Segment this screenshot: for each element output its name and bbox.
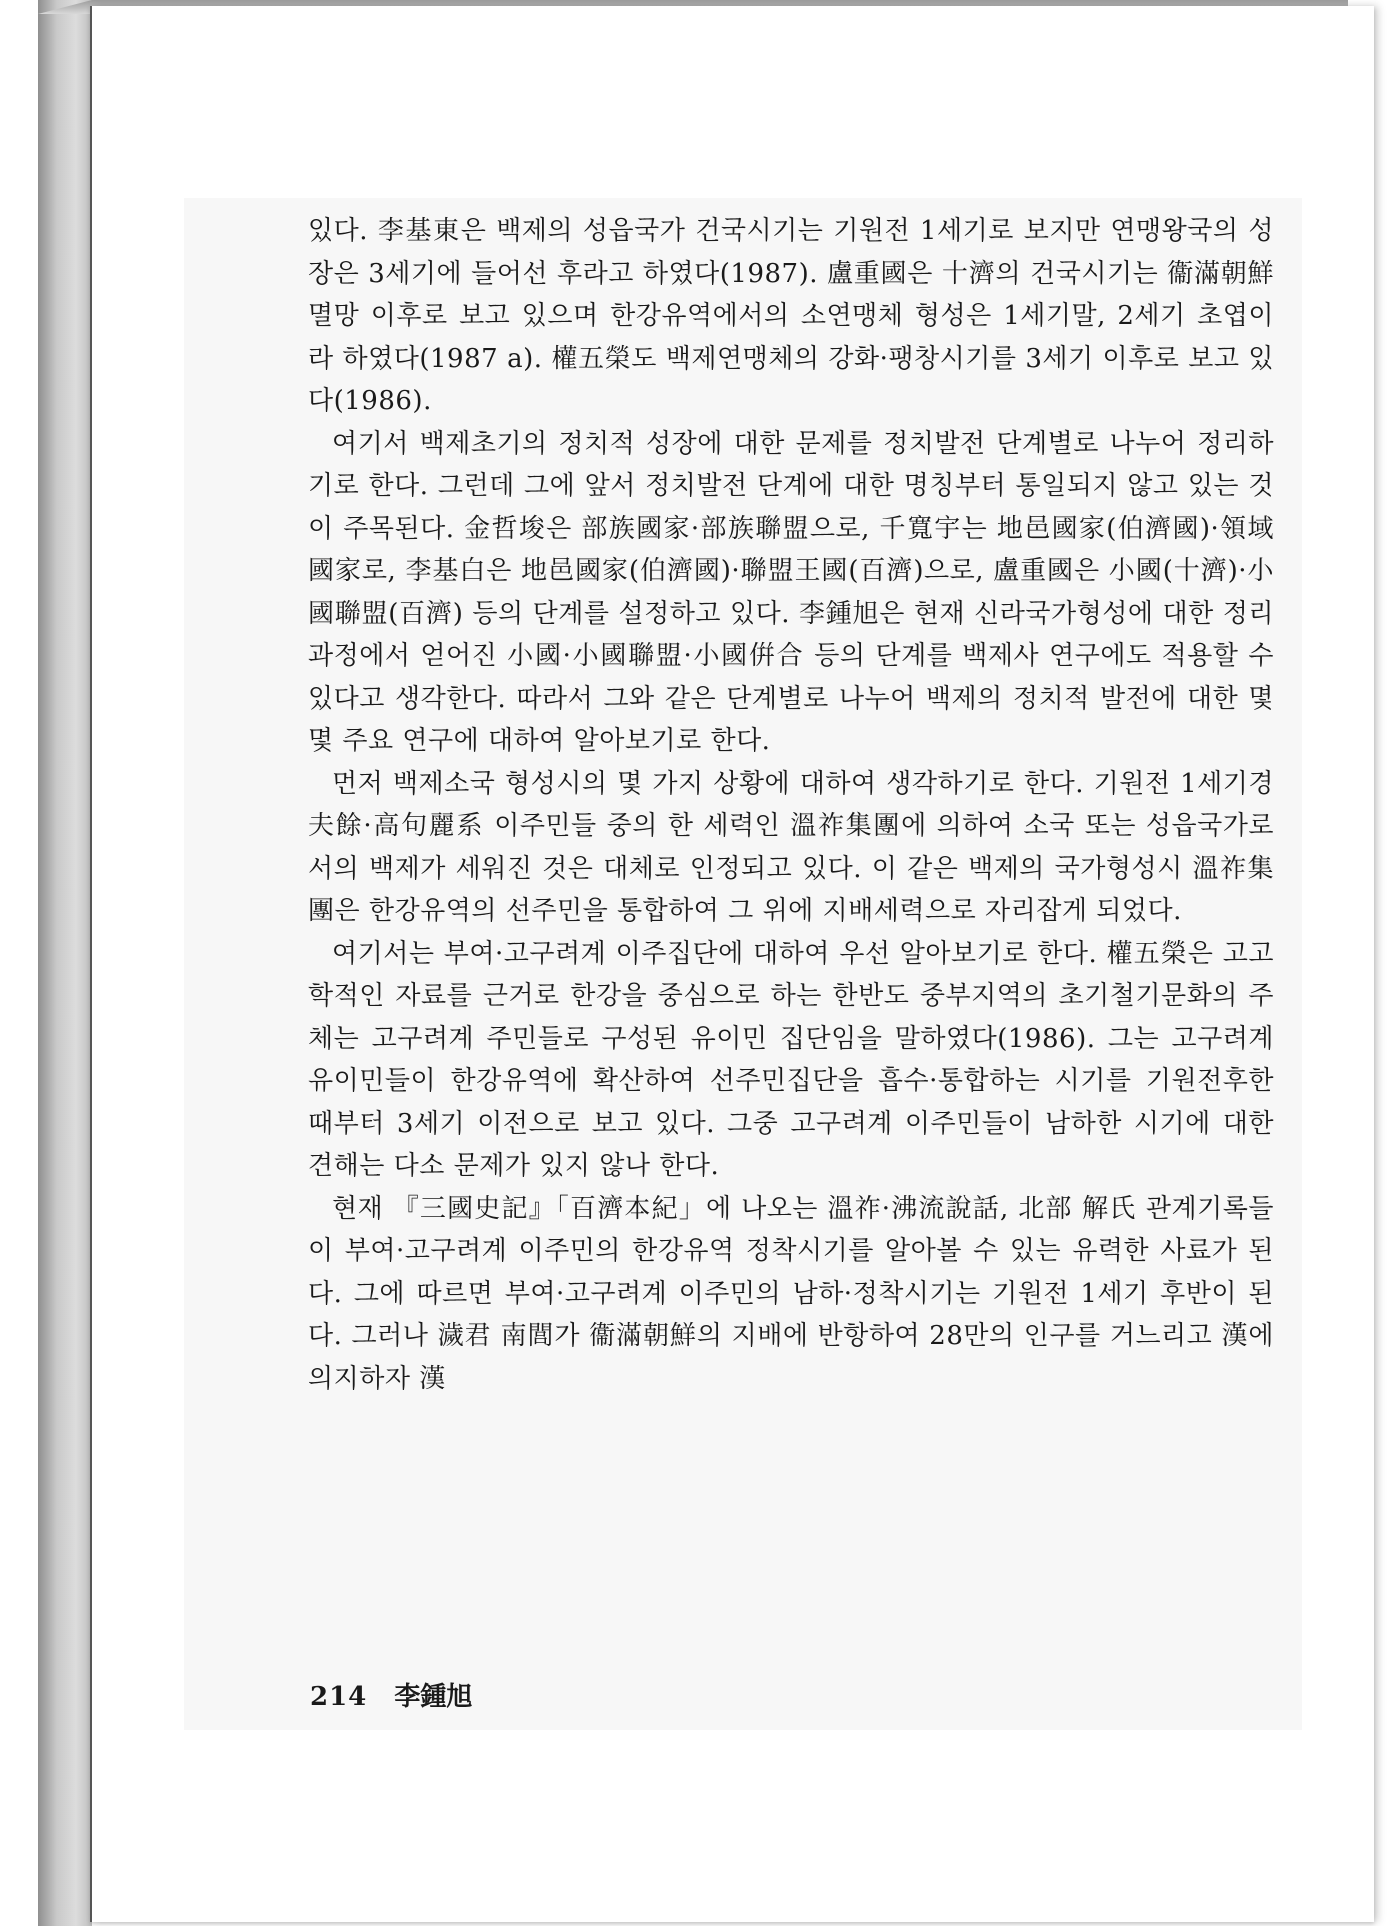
page-number: 214 <box>310 1682 368 1712</box>
paragraph-1: 있다. 李基東은 백제의 성읍국가 건국시기는 기원전 1세기로 보지만 연맹왕국의 성장은 3세기에 들어선 후라고 하였다(1987). 盧重國은 十濟의 건국시기는 衞滿朝鮮 멸망 이후로 보고 있으며 한강유역에서의 소연맹체 형성은 1세기말, 2세기 초엽이라 하였다(1987 a). 權五榮도 백제연맹체의 강화·팽창시기를 3세기 이후로 보고 있다(1986). <box>308 216 1274 416</box>
paragraph-4: 여기서는 부여·고구려계 이주집단에 대하여 우선 알아보기로 한다. 權五榮은 고고학적인 자료를 근거로 한강을 중심으로 하는 한반도 중부지역의 초기철기문화의 주체는 고구려계 주민들로 구성된 유이민 집단임을 말하였다(1986). 그는 고구려계 유이민들이 한강유역에 확산하여 선주민집단을 흡수·통합하는 시기를 기원전후한 때부터 3세기 이전으로 보고 있다. 그중 고구려계 이주민들이 남하한 시기에 대한 견해는 다소 문제가 있지 않나 한다. <box>308 938 1274 1181</box>
body-text <box>308 210 1274 1400</box>
paragraph-3: 먼저 백제소국 형성시의 몇 가지 상황에 대하여 생각하기로 한다. 기원전 1세기경 夫餘·高句麗系 이주민들 중의 한 세력인 溫祚集團에 의하여 소국 또는 성읍국가로서의 백제가 세워진 것은 대체로 인정되고 있다. 이 같은 백제의 국가형성시 溫祚集團은 한강유역의 선주민을 통합하여 그 위에 지배세력으로 자리잡게 되었다. <box>308 768 1274 926</box>
paragraph-5: 현재 『三國史記』「百濟本紀」에 나오는 溫祚·沸流說話, 北部 解氏 관계기록들이 부여·고구려계 이주민의 한강유역 정착시기를 알아볼 수 있는 유력한 사료가 된다. 그에 따르면 부여·고구려계 이주민의 남하·정착시기는 기원전 1세기 후반이 된다. 그러나 濊君 南閭가 衞滿朝鮮의 지배에 반항하여 28만의 인구를 거느리고 漢에 의지하자 漢 <box>308 1193 1274 1394</box>
book-spine-edge <box>38 0 92 1926</box>
running-author: 李鍾旭 <box>394 1682 473 1712</box>
paragraph-2: 여기서 백제초기의 정치적 성장에 대한 문제를 정치발전 단계별로 나누어 정리하기로 한다. 그런데 그에 앞서 정치발전 단계에 대한 명칭부터 통일되지 않고 있는 것이 주목된다. 金哲埈은 部族國家·部族聯盟으로, 千寬宇는 地邑國家(伯濟國)·領域國家로, 李基白은 地邑國家(伯濟國)·聯盟王國(百濟)으로, 盧重國은 小國(十濟)·小國聯盟(百濟) 등의 단계를 설정하고 있다. 李鍾旭은 현재 신라국가형성에 대한 정리과정에서 얻어진 小國·小國聯盟·小國倂合 등의 단계를 백제사 연구에도 적용할 수 있다고 생각한다. 따라서 그와 같은 단계별로 나누어 백제의 정치적 발전에 대한 몇몇 주요 연구에 대하여 알아보기로 한다. <box>308 428 1274 756</box>
page-footer <box>310 1676 472 1713</box>
